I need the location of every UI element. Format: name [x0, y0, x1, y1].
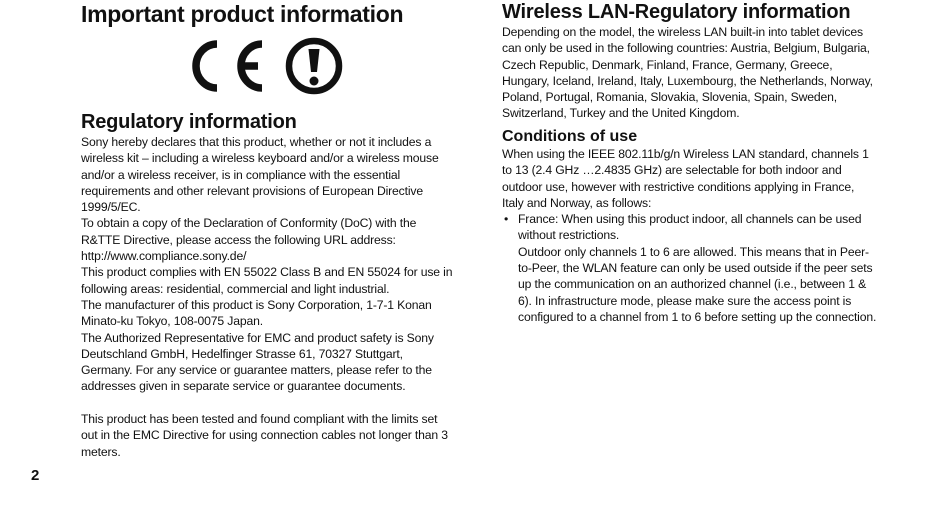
list-item-text: Outdoor only channels 1 to 6 are allowed. This means that in Peer-to-Peer, the WLAN feature can only be used outside if the peer sets up the communication on an authorized channel (i.e., between 1 & 6). In infrastructure mode, please make sure the access point is configured to a channel from 1 to 6 before setting up the connection. [518, 244, 877, 324]
regulatory-heading: Regulatory information [81, 111, 297, 133]
list-item [502, 211, 877, 325]
wlan-paragraph: Depending on the model, the wireless LAN built-in into tablet devices can only be used in the following countries: Austria, Belgium, Bulgaria, Czech Republic, Denmark, Finland, France, Germany, Greece, Hungary, Iceland, Ireland, Italy, Luxembourg, the Netherlands, Norway, Poland, Portugal, Romania, Slovakia, Slovenia, Spain, Sweden, Switzerland, Turkey and the United Kingdom. [502, 25, 873, 121]
regulatory-section [81, 111, 453, 460]
regulatory-body [81, 134, 453, 460]
exclamation-circle-icon [289, 41, 339, 91]
regulatory-paragraph: The Authorized Representative for EMC and product safety is Sony Deutschland GmbH, Hedelfinger Strasse 61, 70327 Stuttgart, Germany. For any service or guarantee matters, please refer to the addresses given in separate service or guarantee documents. [81, 330, 434, 394]
regulatory-paragraph: The manufacturer of this product is Sony Corporation, 1-7-1 Konan Minato-ku Tokyo, 108-0075 Japan. [81, 297, 432, 329]
conditions-body [502, 146, 877, 325]
regulatory-paragraph: This product has been tested and found compliant with the limits set out in the EMC Directive for using connection cables not longer than 3 meters. [81, 412, 448, 459]
wlan-body [502, 24, 877, 122]
wlan-heading: Wireless LAN-Regulatory information [502, 1, 851, 23]
paragraph-spacer [81, 395, 453, 411]
conditions-paragraph: When using the IEEE 802.11b/g/n Wireless LAN standard, channels 1 to 13 (2.4 GHz …2.4835 GHz) are selectable for both indoor and outdoor use, however with restrictive conditions applying in France, Italy and Norway, as follows: [502, 147, 869, 210]
page-number: 2 [31, 467, 40, 484]
wlan-section [502, 1, 877, 122]
regulatory-marks-graphic [187, 36, 347, 96]
regulatory-paragraph: This product complies with EN 55022 Class B and EN 55024 for use in following areas: residential, commercial and light industrial. [81, 265, 453, 296]
conditions-heading: Conditions of use [502, 128, 638, 145]
bullet-icon: • [504, 212, 509, 227]
page-title: Important product information [81, 1, 404, 27]
ce-mark-icon [196, 44, 262, 88]
conditions-list [502, 211, 877, 325]
regulatory-paragraph: Sony hereby declares that this product, whether or not it includes a wireless kit – including a wireless keyboard and/or a wireless mouse and/or a wireless receiver, is in compliance with the essential requirements and other relevant provisions of European Directive 1999/5/EC. [81, 135, 439, 215]
conditions-section [502, 128, 877, 325]
list-item-text: France: When using this product indoor, all channels can be used without restrictions. [518, 212, 862, 243]
regulatory-marks [187, 36, 347, 96]
regulatory-paragraph: To obtain a copy of the Declaration of Conformity (DoC) with the R&TTE Directive, please access the following URL address: http://www.compliance.sony.de/ [81, 216, 417, 264]
